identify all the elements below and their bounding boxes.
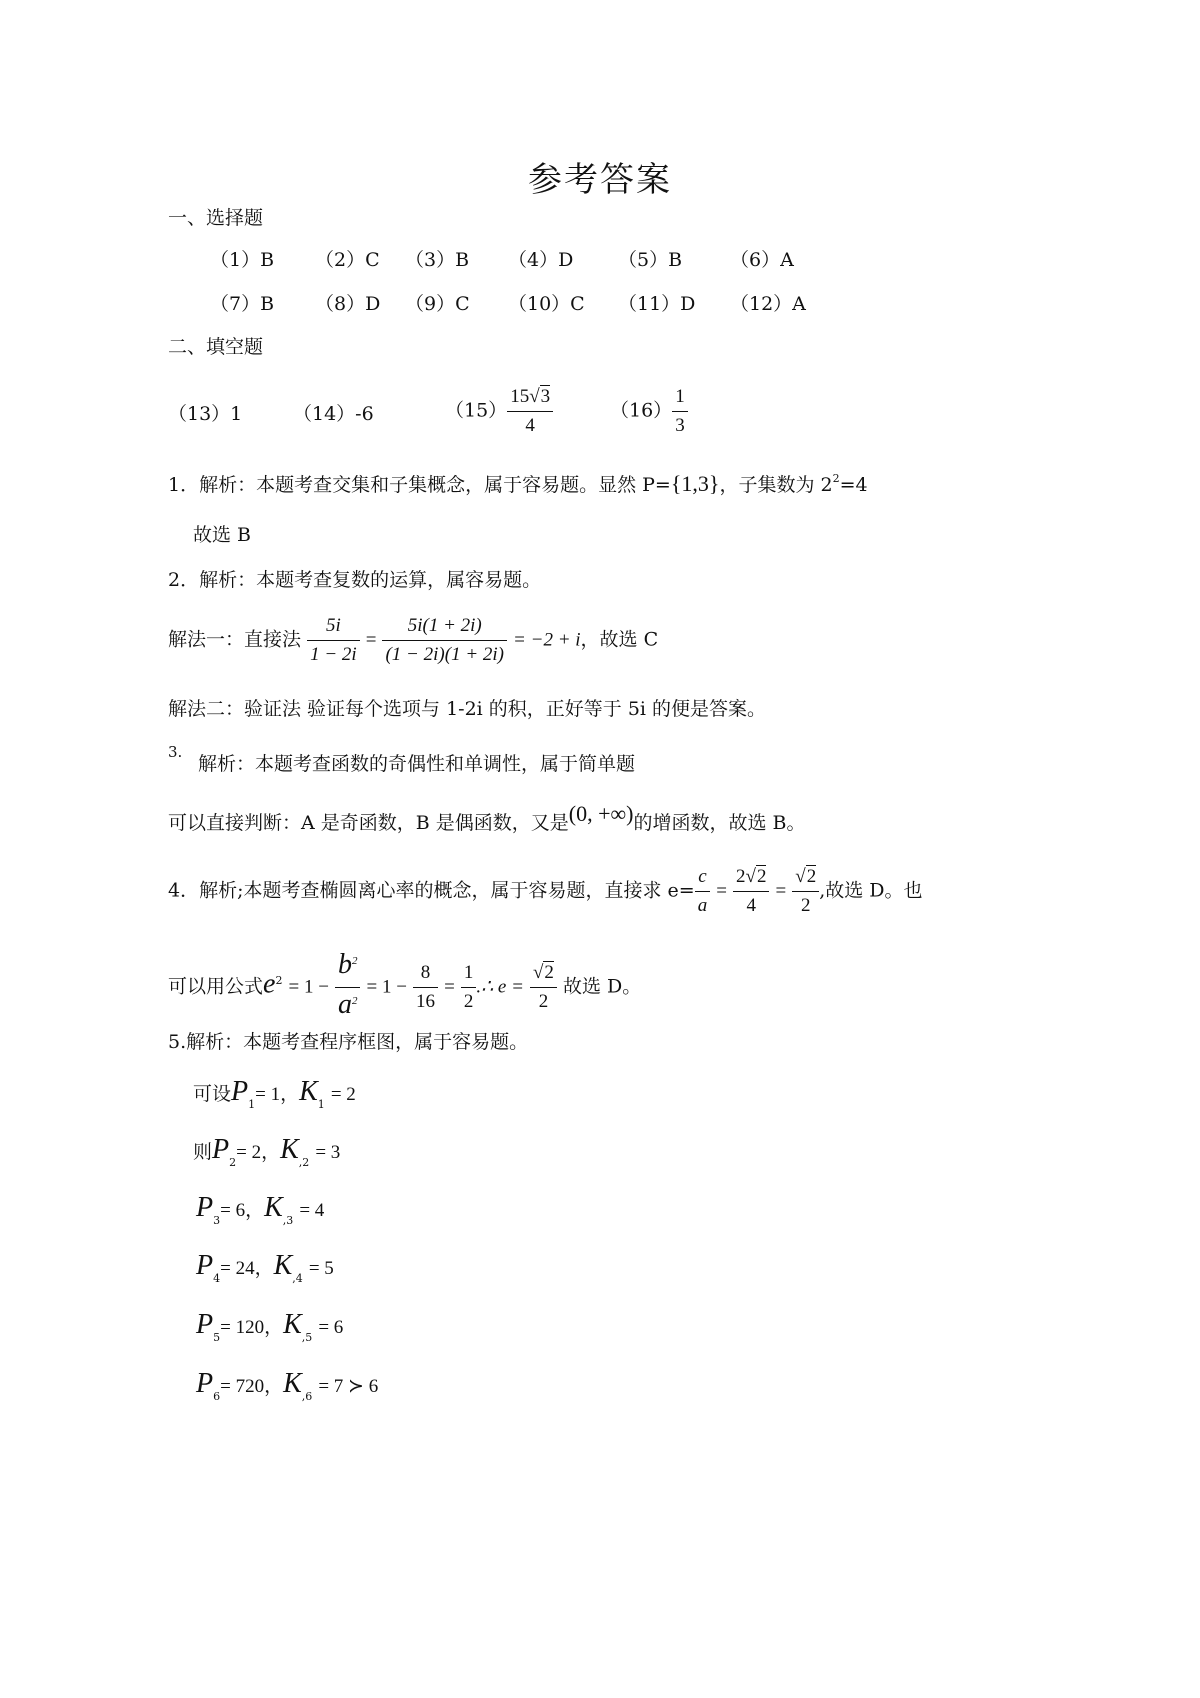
exponent: 2 <box>275 973 283 987</box>
subscript: 4 <box>213 1272 221 1285</box>
q1-text2: ，子集数为 2 <box>719 474 833 496</box>
q1-text: 1．解析：本题考查交集和子集概念，属于容易题。显然 P= <box>168 474 671 496</box>
k-value: = 2 <box>330 1084 356 1105</box>
fraction <box>413 959 438 1016</box>
q5-step-3 <box>196 1192 325 1227</box>
q4-text: 4．解析;本题考查椭圆离心率的概念，属于容易题，直接求 e= <box>168 879 695 902</box>
variable-k: K <box>283 1368 302 1399</box>
variable-a: a <box>337 989 352 1020</box>
q2-method1-label: 解法一：直接法 <box>168 628 302 651</box>
q5-step-4 <box>196 1250 334 1285</box>
numerator: 5i(1 + 2i) <box>382 612 507 641</box>
coefficient: 2 <box>736 866 746 887</box>
subscript: 1 <box>317 1098 325 1111</box>
subscript: 1 <box>248 1098 256 1111</box>
variable-p: P <box>196 1192 214 1223</box>
q4-line2-a: 可以用公式 <box>168 975 264 998</box>
answer-15-label: （15） <box>445 399 508 422</box>
q4-conclusion: ,故选 D。也 <box>819 879 923 902</box>
variable-p: P <box>196 1368 214 1399</box>
radicand: 2 <box>544 962 554 983</box>
exponent: 2 <box>351 955 358 967</box>
fraction: $\frac{15√3}{4}$ <box>507 383 553 440</box>
answer-4: （4）D <box>508 249 574 271</box>
q1-conclusion: 故选 B <box>193 524 252 546</box>
equals-sign: = <box>775 880 787 902</box>
page-title: 参考答案 <box>528 160 672 200</box>
variable-k: K <box>264 1192 283 1223</box>
answer-10: （10）C <box>508 293 585 315</box>
p-value: = 120， <box>220 1317 284 1338</box>
subscript: 6 <box>213 1390 221 1403</box>
q4-conclusion2: 故选 D。 <box>562 975 642 998</box>
variable-p: P <box>196 1309 214 1340</box>
numerator: 8 <box>413 959 438 988</box>
subscript: 2 <box>229 1156 237 1169</box>
fraction <box>672 383 688 440</box>
denominator: a <box>697 895 708 916</box>
q5-step-1 <box>193 1076 356 1111</box>
k-value: = 6 <box>318 1317 344 1338</box>
denominator: 3 <box>675 415 685 436</box>
answer-13: （13）1 <box>168 403 243 425</box>
section-heading-choice: 一、选择题 <box>168 207 264 229</box>
denominator: 4 <box>525 415 535 436</box>
subscript: 3 <box>213 1214 221 1227</box>
p-value: = 6， <box>220 1200 265 1221</box>
q5-step-5 <box>196 1309 344 1344</box>
answer-16-label: （16） <box>610 399 673 422</box>
answer-6: （6）A <box>730 249 794 271</box>
q1-text3: =4 <box>839 474 868 496</box>
q1-exponent: 2 <box>832 472 840 485</box>
variable-k: K <box>280 1134 299 1165</box>
section-heading-fill: 二、填空题 <box>168 336 264 358</box>
subscript: 5 <box>213 1331 221 1344</box>
variable-p: P <box>231 1076 249 1107</box>
p-value: = 1， <box>255 1084 300 1105</box>
fraction: $\frac{√2}{2}$ <box>530 959 557 1016</box>
q5-step-2 <box>193 1134 341 1169</box>
fraction <box>695 863 711 920</box>
subscript: ,2 <box>298 1156 310 1169</box>
radicand: 2 <box>806 866 817 887</box>
subscript: ,4 <box>292 1272 303 1285</box>
q1-set: {1,3} <box>670 471 720 496</box>
numerator: 1 <box>461 959 477 988</box>
answer-5: （5）B <box>618 249 683 271</box>
variable-k: K <box>299 1076 318 1107</box>
equals-sign: = <box>444 976 455 998</box>
answer-2: （2）C <box>315 249 380 271</box>
variable-p: P <box>212 1134 230 1165</box>
q5-intro: 可设 <box>193 1083 232 1105</box>
p-value: = 24， <box>220 1258 274 1279</box>
subscript: ,5 <box>301 1331 313 1344</box>
answer-8: （8）D <box>315 293 381 315</box>
q2-conclusion: ，故选 C <box>580 628 659 651</box>
answer-7: （7）B <box>210 293 275 315</box>
equals-sign: = <box>365 629 377 651</box>
radicand: 2 <box>756 866 767 887</box>
numerator: 1 <box>672 383 688 412</box>
q1-explanation <box>168 472 868 500</box>
variable-k: K <box>273 1250 293 1281</box>
answer-15 <box>445 383 553 440</box>
q3-interval: (0, +∞) <box>568 801 634 826</box>
q4-line2 <box>168 948 641 1027</box>
q2-result: = −2 + i <box>513 629 581 651</box>
answer-9: （9）C <box>405 293 470 315</box>
answer-1: （1）B <box>210 249 275 271</box>
p-value: = 2， <box>236 1142 281 1163</box>
one-minus: = 1 − <box>288 976 329 998</box>
q5-step-6 <box>196 1368 379 1403</box>
q3-explanation: 解析：本题考查函数的奇偶性和单调性，属于简单题 <box>198 753 636 775</box>
denominator: 2 <box>463 991 474 1012</box>
answer-3: （3）B <box>405 249 470 271</box>
answer-14: （14）-6 <box>293 403 374 425</box>
variable-e: e <box>263 968 276 1000</box>
q3-line2-b: 的增函数，故选 B。 <box>633 812 806 834</box>
variable-k: K <box>283 1309 302 1340</box>
therefore-e: .∴ e = <box>476 976 524 998</box>
denominator: 4 <box>746 895 756 916</box>
q3-line2 <box>168 801 806 835</box>
denominator: 16 <box>416 991 436 1012</box>
k-value: = 4 <box>299 1200 325 1221</box>
fraction <box>307 612 360 669</box>
k-value: = 7 ≻ 6 <box>318 1376 379 1397</box>
fraction <box>335 948 361 1027</box>
numerator: 15 <box>510 386 530 407</box>
exponent: 2 <box>351 995 358 1007</box>
fraction <box>461 959 477 1016</box>
answer-11: （11）D <box>618 293 696 315</box>
q2-method1 <box>168 612 658 669</box>
fraction <box>382 612 507 669</box>
variable-b: b <box>337 949 352 980</box>
fraction: $\frac{2√2}{4}$ <box>733 863 769 920</box>
denominator: 1 − 2i <box>310 644 357 665</box>
denominator: 2 <box>538 991 549 1012</box>
numerator: c <box>695 863 711 892</box>
answer-12: （12）A <box>730 293 806 315</box>
subscript: ,3 <box>282 1214 294 1227</box>
q3-number: 3. <box>168 743 183 761</box>
fraction: $\frac{√2}{2}$ <box>792 863 819 920</box>
k-value: = 3 <box>315 1142 341 1163</box>
q5-then: 则 <box>193 1141 213 1163</box>
radicand: 3 <box>540 386 551 407</box>
numerator: 5i <box>307 612 360 641</box>
equals-sign: = <box>716 880 727 902</box>
variable-p: P <box>196 1250 214 1281</box>
subscript: ,6 <box>301 1390 313 1403</box>
q2-method2: 解法二：验证法 验证每个选项与 1-2i 的积，正好等于 5i 的便是答案。 <box>168 698 767 720</box>
answer-16 <box>610 383 688 440</box>
q5-explanation: 5.解析：本题考查程序框图，属于容易题。 <box>168 1031 529 1053</box>
q4-explanation <box>168 863 923 920</box>
denominator: (1 − 2i)(1 + 2i) <box>385 644 504 665</box>
q2-explanation: 2．解析：本题考查复数的运算，属容易题。 <box>168 569 542 591</box>
one-minus: = 1 − <box>366 976 407 998</box>
p-value: = 720， <box>220 1376 284 1397</box>
q3-line2-a: 可以直接判断：A 是奇函数，B 是偶函数，又是 <box>168 812 569 834</box>
denominator: 2 <box>800 895 811 916</box>
k-value: = 5 <box>308 1258 334 1279</box>
